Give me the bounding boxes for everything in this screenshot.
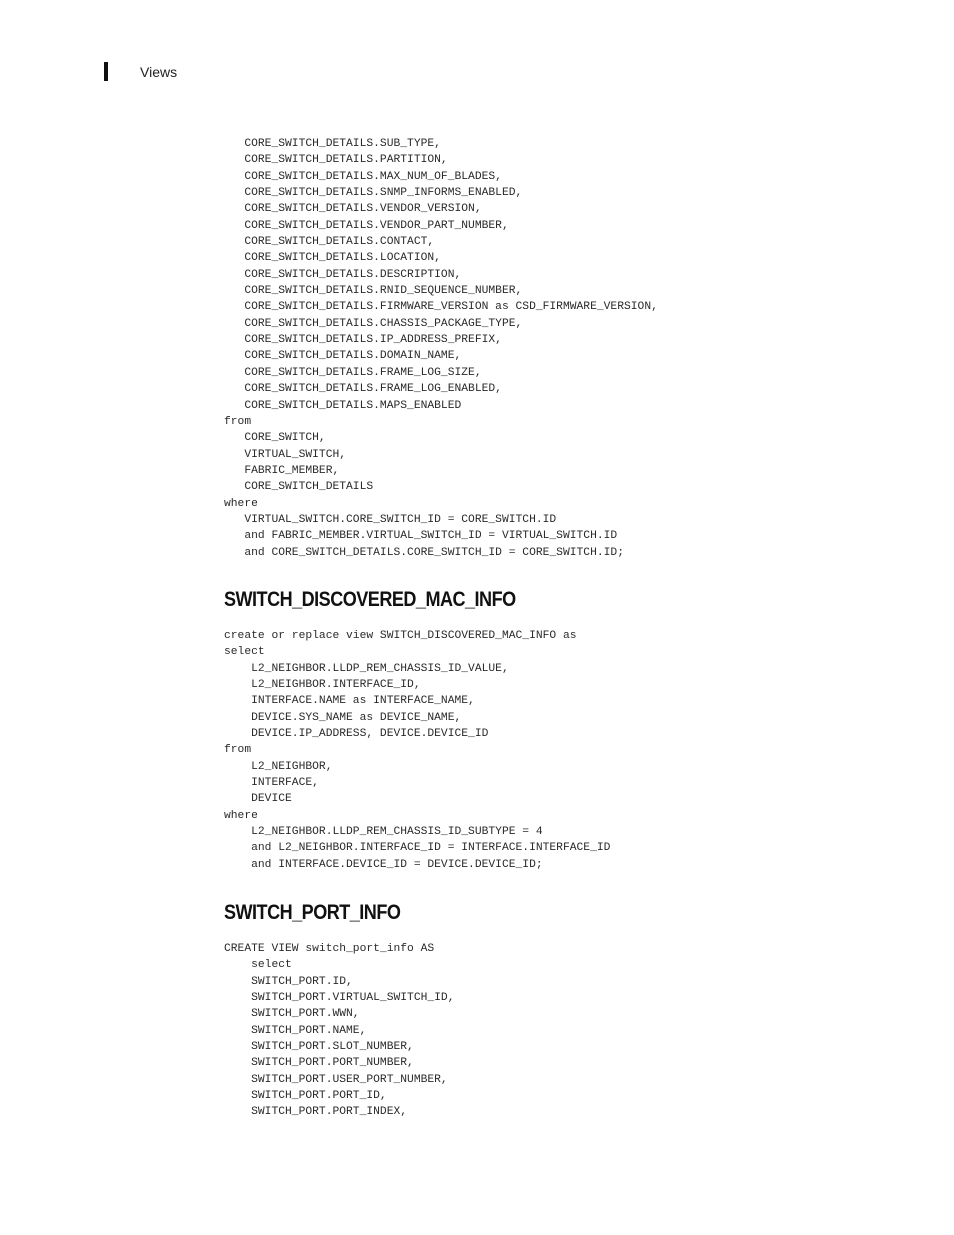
section-title-switch-discovered-mac-info: SWITCH_DISCOVERED_MAC_INFO: [224, 588, 516, 611]
change-bar: [104, 62, 108, 81]
code-block-switch-port-info: CREATE VIEW switch_port_info AS select SWITCH_PORT.ID, SWITCH_PORT.VIRTUAL_SWITCH_ID, SWITCH_PORT.WWN, SWITCH_PORT.NAME, SWITCH_PORT.SLOT_NUMBER, SWITCH_PORT.PORT_NUMBER, SWITCH_PORT.USER_PORT_NUMBER, SWITCH_PORT.PORT_ID, SWITCH_PORT.PORT_INDEX,: [224, 943, 455, 1119]
running-header: Views: [140, 64, 178, 80]
code-block-switch-discovered-mac-info: create or replace view SWITCH_DISCOVERED_MAC_INFO as select L2_NEIGHBOR.LLDP_REM_CHASSIS_ID_VALUE, L2_NEIGHBOR.INTERFACE_ID, INTERFACE.NAME as INTERFACE_NAME, DEVICE.SYS_NAME as DEVICE_NAME, DEVICE.IP_ADDRESS, DEVICE.DEVICE_ID from L2_NEIGHBOR, INTERFACE, DEVICE where L2_NEIGHBOR.LLDP_REM_CHASSIS_ID_SUBTYPE = 4 and L2_NEIGHBOR.INTERFACE_ID = INTERFACE.INTERFACE_ID and INTERFACE.DEVICE_ID = DEVICE.DEVICE_ID;: [224, 630, 611, 871]
code-block-core-switch-view: CORE_SWITCH_DETAILS.SUB_TYPE, CORE_SWITCH_DETAILS.PARTITION, CORE_SWITCH_DETAILS.MAX_NUM_OF_BLADES, CORE_SWITCH_DETAILS.SNMP_INFORMS_ENABLED, CORE_SWITCH_DETAILS.VENDOR_VERSION, CORE_SWITCH_DETAILS.VENDOR_PART_NUMBER, CORE_SWITCH_DETAILS.CONTACT, CORE_SWITCH_DETAILS.LOCATION, CORE_SWITCH_DETAILS.DESCRIPTION, CORE_SWITCH_DETAILS.RNID_SEQUENCE_NUMBER, CORE_SWITCH_DETAILS.FIRMWARE_VERSION as CSD_FIRMWARE_VERSION, CORE_SWITCH_DETAILS.CHASSIS_PACKAGE_TYPE, CORE_SWITCH_DETAILS.IP_ADDRESS_PREFIX, CORE_SWITCH_DETAILS.DOMAIN_NAME, CORE_SWITCH_DETAILS.FRAME_LOG_SIZE, CORE_SWITCH_DETAILS.FRAME_LOG_ENABLED, CORE_SWITCH_DETAILS.MAPS_ENABLED from CORE_SWITCH, VIRTUAL_SWITCH, FABRIC_MEMBER, CORE_SWITCH_DETAILS where VIRTUAL_SWITCH.CORE_SWITCH_ID = CORE_SWITCH.ID and FABRIC_MEMBER.VIRTUAL_SWITCH_ID = VIRTUAL_SWITCH.ID and CORE_SWITCH_DETAILS.CORE_SWITCH_ID = CORE_SWITCH.ID;: [224, 138, 658, 559]
section-title-switch-port-info: SWITCH_PORT_INFO: [224, 901, 401, 924]
